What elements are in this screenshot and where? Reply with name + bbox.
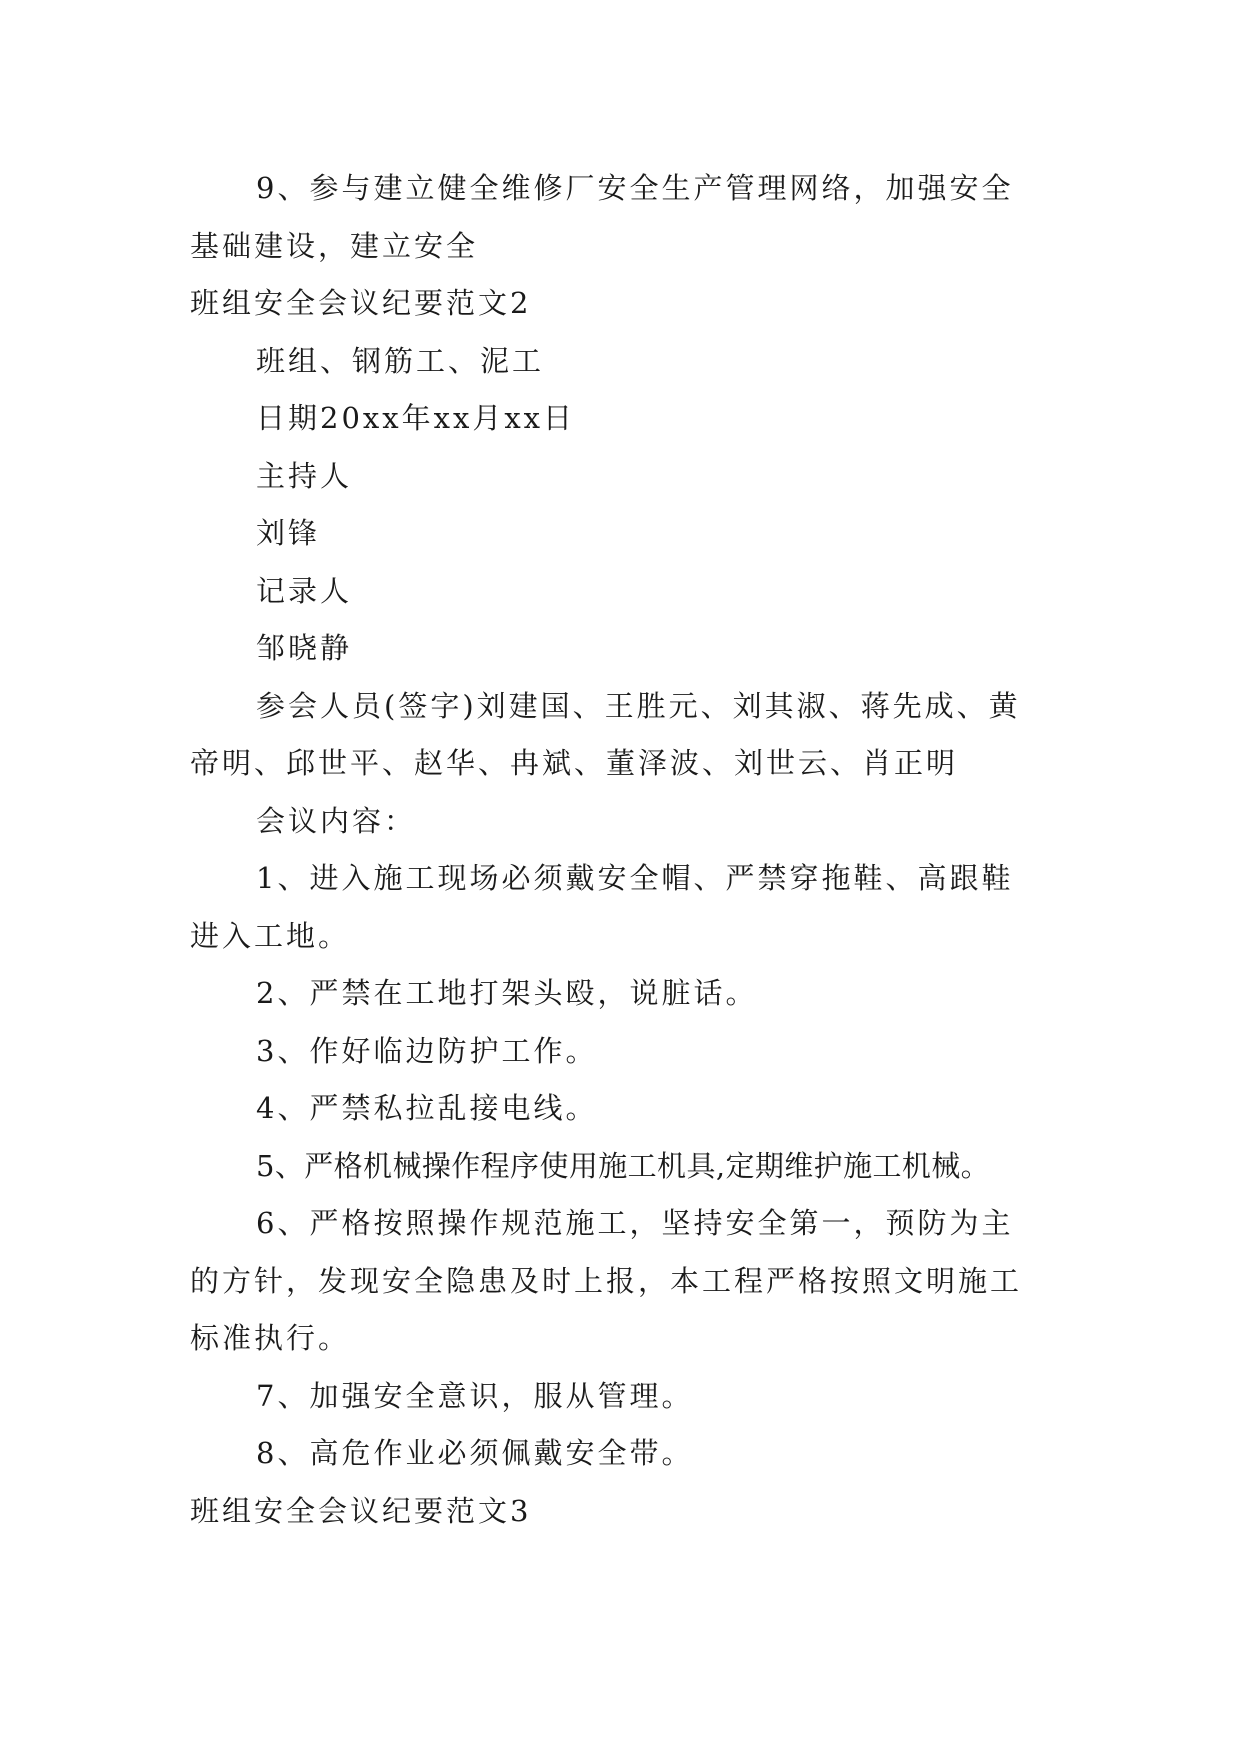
list-item: 2、严禁在工地打架头殴，说脏话。: [256, 976, 758, 1010]
paragraph-line: 班组、钢筋工、泥工: [256, 344, 545, 378]
list-item-continued: 的方针，发现安全隐患及时上报，本工程严格按照文明施工: [190, 1264, 1023, 1298]
list-item: 1、进入施工现场必须戴安全帽、严禁穿拖鞋、高跟鞋: [256, 861, 1014, 895]
paragraph-line: 基础建设，建立安全: [190, 229, 479, 263]
list-item: 5、严格机械操作程序使用施工机具,定期维护施工机械。: [256, 1149, 991, 1183]
list-item: 7、加强安全意识，服从管理。: [256, 1379, 694, 1413]
attendees-line: 参会人员(签字)刘建国、王胜元、刘其淑、蒋先成、黄: [256, 689, 1021, 723]
attendees-line: 帝明、邱世平、赵华、冉斌、董泽波、刘世云、肖正明: [190, 746, 959, 780]
content-label: 会议内容：: [256, 804, 417, 838]
paragraph-line: 9、参与建立健全维修厂安全生产管理网络，加强安全: [256, 171, 1014, 205]
section-heading: 班组安全会议纪要范文3: [190, 1494, 532, 1528]
host-name: 刘锋: [256, 516, 321, 550]
list-item: 8、高危作业必须佩戴安全带。: [256, 1436, 694, 1470]
list-item-continued: 进入工地。: [190, 919, 351, 953]
host-label: 主持人: [256, 459, 353, 493]
recorder-name: 邹晓静: [256, 631, 353, 665]
list-item: 3、作好临边防护工作。: [256, 1034, 598, 1068]
list-item: 6、严格按照操作规范施工，坚持安全第一，预防为主: [256, 1206, 1014, 1240]
date-line: 日期20xx年xx月xx日: [256, 401, 576, 435]
section-heading: 班组安全会议纪要范文2: [190, 286, 532, 320]
list-item-continued: 标准执行。: [190, 1321, 351, 1355]
list-item: 4、严禁私拉乱接电线。: [256, 1091, 598, 1125]
recorder-label: 记录人: [256, 574, 353, 608]
